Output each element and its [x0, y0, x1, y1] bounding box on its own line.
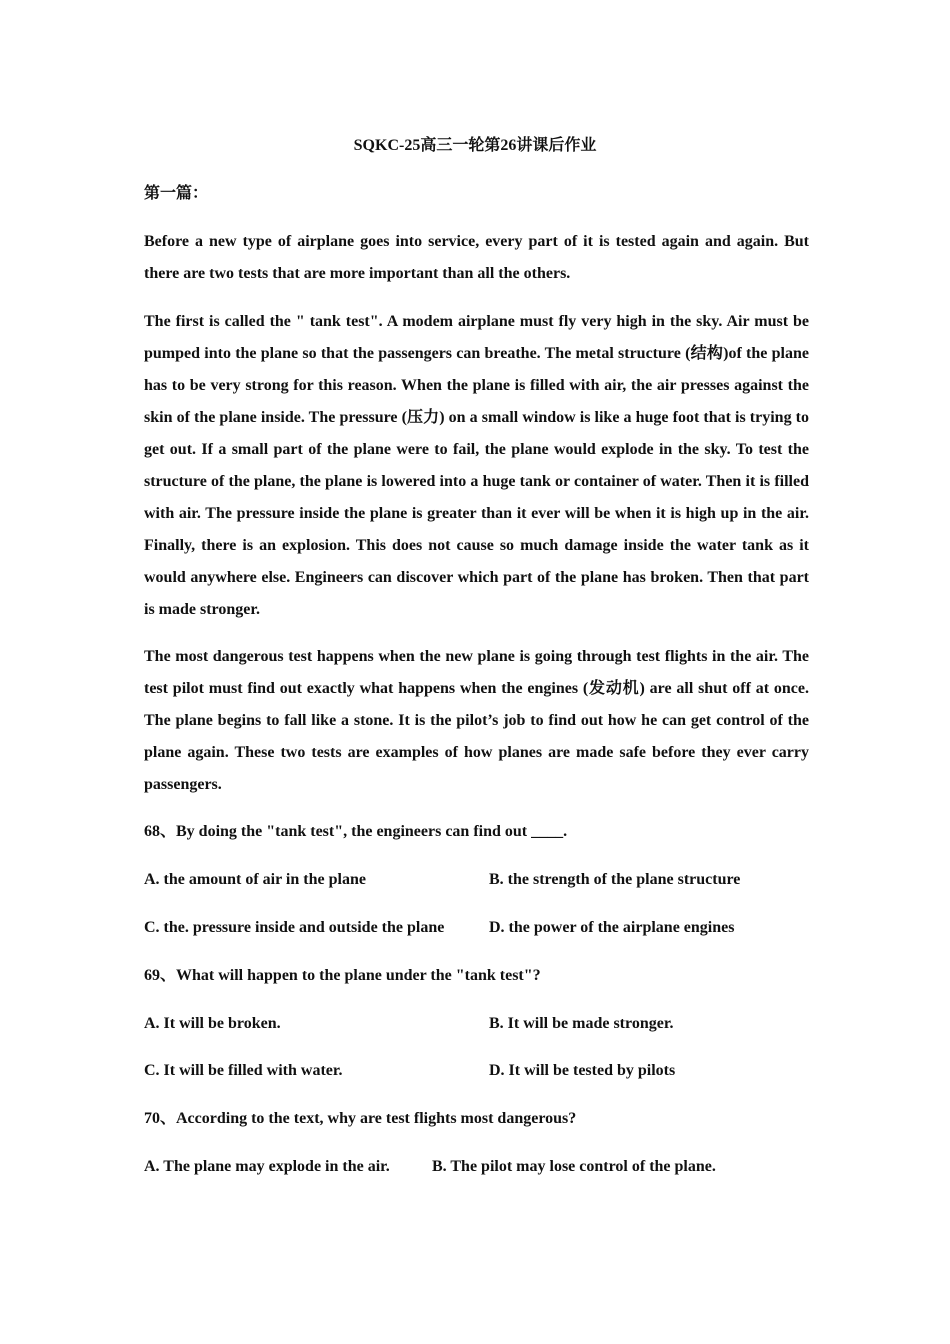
- question-69-option-d: D. It will be tested by pilots: [489, 1062, 676, 1079]
- question-69-stem: 69、What will happen to the plane under the "tank test"?: [144, 967, 541, 984]
- question-70-option-b: B. The pilot may lose control of the plane.: [432, 1158, 716, 1175]
- question-69-option-b: B. It will be made stronger.: [489, 1015, 674, 1032]
- question-69-option-a: A. It will be broken.: [144, 1015, 281, 1032]
- document-title: SQKC-25高三一轮第26讲课后作业: [353, 137, 597, 154]
- question-68-option-d: D. the power of the airplane engines: [489, 919, 735, 936]
- question-68-option-b: B. the strength of the plane structure: [489, 871, 741, 888]
- question-69-option-c: C. It will be filled with water.: [144, 1062, 343, 1079]
- question-68-option-a: A. the amount of air in the plane: [144, 871, 366, 888]
- question-70-option-a: A. The plane may explode in the air.: [144, 1158, 390, 1175]
- question-68-stem: 68、By doing the "tank test", the engineers can find out ____.: [144, 823, 568, 840]
- section-label: 第一篇：: [144, 185, 209, 202]
- passage-paragraph-2: The first is called the " tank test". A modem airplane must fly very high in the sky. Air must be pumped into the plane so that the passengers can breathe. The metal structure (结构)of the plane has to be very strong for this reason. When the plane is filled with air, the air presses against the skin of the plane inside. The pressure (压力) on a small window is like a huge foot that is trying to get out. If a small part of the plane were to fail, the plane would explode in the sky. To test the structure of the plane, the plane is lowered into a huge tank or container of water. Then it is filled with air. The pressure inside the plane is greater than it ever will be when it is high up in the air. Finally, there is an explosion. This does not cause so much damage inside the water tank as it would anywhere else. Engineers can discover which part of the plane has broken. Then that part is made stronger.: [144, 313, 809, 618]
- question-70-stem: 70、According to the text, why are test flights most dangerous?: [144, 1110, 577, 1127]
- passage-paragraph-3: The most dangerous test happens when the new plane is going through test flights in the air. The test pilot must find out exactly what happens when the engines (发动机) are all shut off at once. The plane begins to fall like a stone. It is the pilot’s job to find out how he can get control of the plane again. These two tests are examples of how planes are made safe before they ever carry passengers.: [144, 648, 809, 793]
- passage-paragraph-1: Before a new type of airplane goes into service, every part of it is tested again and again. But there are two tests that are more important than all the others.: [144, 233, 809, 282]
- question-68-option-c: C. the. pressure inside and outside the plane: [144, 919, 445, 936]
